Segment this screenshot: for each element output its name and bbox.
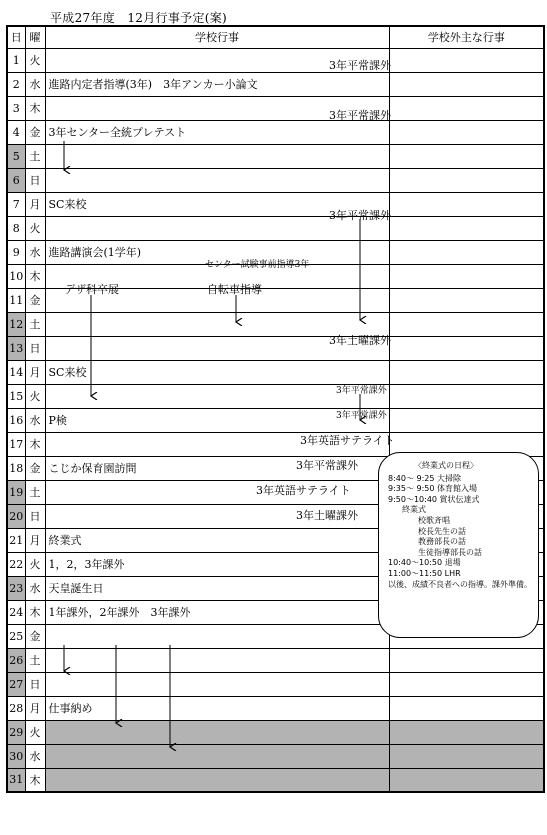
day-cell: 21 xyxy=(7,528,25,552)
day-cell: 17 xyxy=(7,432,25,456)
day-cell: 9 xyxy=(7,240,25,264)
note-row15: 3年平常課外 xyxy=(336,411,387,421)
note-subitem: 生徒指導部長の話 xyxy=(418,547,482,557)
day-cell: 24 xyxy=(7,600,25,624)
note-line: 11:00～11:50 LHR xyxy=(388,568,461,578)
note-subitem: 校長先生の話 xyxy=(418,526,466,536)
day-cell: 22 xyxy=(7,552,25,576)
day-cell: 1 xyxy=(7,48,25,72)
header-day: 日 xyxy=(7,26,25,48)
day-cell: 26 xyxy=(7,648,25,672)
school-event-cell: 1年課外，2年課外 3年課外 xyxy=(45,600,389,624)
weekday-cell: 金 xyxy=(25,624,45,648)
weekday-cell: 日 xyxy=(25,336,45,360)
note-row17: 3年平常課外 xyxy=(296,459,358,472)
day-cell: 12 xyxy=(7,312,25,336)
weekday-cell: 日 xyxy=(25,504,45,528)
weekday-cell: 木 xyxy=(25,600,45,624)
day-cell: 5 xyxy=(7,144,25,168)
day-cell: 23 xyxy=(7,576,25,600)
weekday-cell: 月 xyxy=(25,360,45,384)
weekday-cell: 土 xyxy=(25,480,45,504)
weekday-cell: 水 xyxy=(25,576,45,600)
day-cell: 6 xyxy=(7,168,25,192)
day-cell: 7 xyxy=(7,192,25,216)
note-row9: センター試験事前指導3年 xyxy=(205,260,310,270)
school-event-cell: 進路内定者指導(3年) 3年アンカー小論文 xyxy=(45,72,389,96)
day-cell: 18 xyxy=(7,456,25,480)
school-event-cell: 終業式 xyxy=(45,528,389,552)
school-event-cell: P検 xyxy=(45,408,389,432)
note-row1: 3年平常課外 xyxy=(329,59,391,72)
weekday-cell: 木 xyxy=(25,264,45,288)
header-outside-events: 学校外主な行事 xyxy=(389,26,544,48)
weekday-cell: 月 xyxy=(25,192,45,216)
weekday-cell: 水 xyxy=(25,744,45,768)
school-event-cell: SC来校 xyxy=(45,360,389,384)
note-line: 9:35～ 9:50 体育館入場 xyxy=(388,484,478,494)
note-line: 以後、成績不良者への指導。課外準備。 xyxy=(388,579,532,589)
note-subitem: 校歌斉唱 xyxy=(418,515,450,525)
note-subitem: 教務部長の話 xyxy=(418,537,466,547)
weekday-cell: 木 xyxy=(25,768,45,792)
weekday-cell: 月 xyxy=(25,528,45,552)
closing-ceremony-note xyxy=(378,452,539,638)
weekday-cell: 火 xyxy=(25,48,45,72)
note-subtitle: 終業式 xyxy=(402,505,426,515)
day-cell: 8 xyxy=(7,216,25,240)
note-row12: 3年土曜課外 xyxy=(329,334,391,347)
school-event-cell: 仕事納め xyxy=(45,696,389,720)
header-dow: 曜 xyxy=(25,26,45,48)
weekday-cell: 火 xyxy=(25,384,45,408)
day-cell: 16 xyxy=(7,408,25,432)
note-row7: 3年平常課外 xyxy=(329,209,391,222)
day-cell: 20 xyxy=(7,504,25,528)
day-cell: 13 xyxy=(7,336,25,360)
note-line: 9:50～10:40 賞状伝達式 xyxy=(388,494,480,504)
note-line: 8:40～ 9:25 大掃除 xyxy=(388,473,462,483)
weekday-cell: 日 xyxy=(25,168,45,192)
day-cell: 29 xyxy=(7,720,25,744)
day-cell: 3 xyxy=(7,96,25,120)
weekday-cell: 土 xyxy=(25,648,45,672)
school-event-cell: SC来校 xyxy=(45,192,389,216)
weekday-cell: 火 xyxy=(25,552,45,576)
school-event-cell: 天皇誕生日 xyxy=(45,576,389,600)
note-row3: 3年平常課外 xyxy=(329,109,391,122)
day-cell: 11 xyxy=(7,288,25,312)
weekday-cell: 火 xyxy=(25,216,45,240)
note-title: 〈終業式の日程〉 xyxy=(414,461,478,470)
day-cell: 31 xyxy=(7,768,25,792)
weekday-cell: 火 xyxy=(25,720,45,744)
header-school-events: 学校行事 xyxy=(45,26,389,48)
weekday-cell: 水 xyxy=(25,72,45,96)
school-event-cell: 3年センター全統プレテスト xyxy=(45,120,389,144)
note-row16: 3年英語サテライト xyxy=(300,434,395,447)
note-row19: 3年土曜課外 xyxy=(296,509,358,522)
weekday-cell: 金 xyxy=(25,120,45,144)
weekday-cell: 金 xyxy=(25,288,45,312)
weekday-cell: 金 xyxy=(25,456,45,480)
day-cell: 15 xyxy=(7,384,25,408)
weekday-cell: 水 xyxy=(25,408,45,432)
note-line: 10:40～10:50 退場 xyxy=(388,558,461,568)
note-row10-design: デザ科卒展 xyxy=(64,283,119,296)
note-row14: 3年平常課外 xyxy=(336,386,387,396)
day-cell: 4 xyxy=(7,120,25,144)
school-event-cell: 進路講演会(1学年) xyxy=(45,240,389,264)
day-cell: 25 xyxy=(7,624,25,648)
day-cell: 14 xyxy=(7,360,25,384)
note-row18: 3年英語サテライト xyxy=(256,484,351,497)
day-cell: 2 xyxy=(7,72,25,96)
note-row10-bicycle: 自転車指導 xyxy=(207,283,262,296)
weekday-cell: 木 xyxy=(25,432,45,456)
day-cell: 27 xyxy=(7,672,25,696)
weekday-cell: 土 xyxy=(25,312,45,336)
weekday-cell: 日 xyxy=(25,672,45,696)
day-cell: 30 xyxy=(7,744,25,768)
school-event-cell: 1，2，3年課外 xyxy=(45,552,389,576)
weekday-cell: 土 xyxy=(25,144,45,168)
day-cell: 28 xyxy=(7,696,25,720)
weekday-cell: 水 xyxy=(25,240,45,264)
school-event-cell: こじか保育園訪問 xyxy=(45,456,389,480)
weekday-cell: 木 xyxy=(25,96,45,120)
day-cell: 10 xyxy=(7,264,25,288)
weekday-cell: 月 xyxy=(25,696,45,720)
day-cell: 19 xyxy=(7,480,25,504)
page-title: 平成27年度 12月行事予定(案) xyxy=(50,11,228,25)
